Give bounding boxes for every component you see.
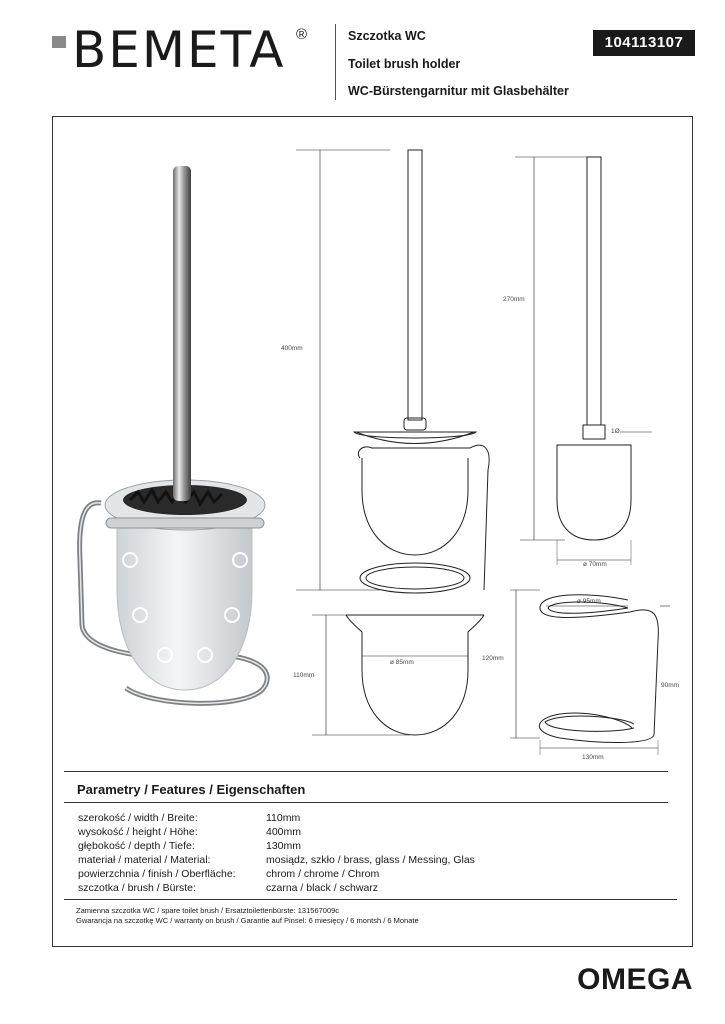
spec-label: szerokość / width / Breite:: [78, 812, 198, 824]
brand-logo: BEMETA: [72, 21, 286, 79]
dim-brush-head: ø 70mm: [583, 561, 607, 568]
glass-view: [312, 615, 484, 735]
front-view: [296, 150, 489, 593]
dim-total-height: 400mm: [281, 345, 303, 352]
spare-brush-note: Zamienna szczotka WC / spare toilet brush / Ersatztoilettenbürste: 131567009c: [76, 906, 340, 915]
dim-brush-length: 270mm: [503, 296, 525, 303]
notes-divider: [64, 899, 677, 900]
dim-glass-height: 110mm: [293, 672, 315, 679]
title-english: Toilet brush holder: [348, 57, 461, 71]
section-divider: [64, 802, 668, 803]
spec-value: 110mm: [266, 812, 301, 824]
spec-value: chrom / chrome / Chrom: [266, 868, 380, 880]
dim-ring-diameter: ø 95mm: [577, 598, 601, 605]
spec-value: mosiądz, szkło / brass, glass / Messing, Glas: [266, 854, 475, 866]
specs-title: Parametry / Features / Eigenschaften: [77, 782, 306, 797]
dim-holder-mid: 90mm: [661, 682, 680, 689]
dim-glass-diameter: ø 85mm: [390, 659, 414, 666]
spec-value: czarna / black / schwarz: [266, 882, 379, 894]
title-polish: Szczotka WC: [348, 29, 426, 43]
spec-value: 130mm: [266, 840, 302, 852]
dim-holder-height: 120mm: [482, 655, 504, 662]
side-view: [515, 157, 652, 565]
product-photo: [80, 166, 268, 703]
section-divider-top: [64, 771, 668, 772]
warranty-note: Gwarancja na szczotkę WC / warranty on brush / Garantie auf Pinsel: 6 miesięcy / 6 montsh / 6 Monate: [76, 916, 419, 925]
title-german: WC-Bürstengarnitur mit Glasbehälter: [348, 84, 569, 98]
spec-label: szczotka / brush / Bürste:: [78, 882, 196, 894]
dim-depth: 130mm: [582, 754, 604, 761]
series-name: OMEGA: [577, 963, 693, 996]
spec-label: materiał / material / Material:: [78, 854, 211, 866]
ring-marker: 1Ø: [611, 428, 620, 435]
spec-label: głębokość / depth / Tiefe:: [78, 840, 195, 852]
holder-view: [510, 590, 670, 755]
spec-value: 400mm: [266, 826, 302, 838]
product-code: 104113107: [593, 30, 695, 56]
spec-label: wysokość / height / Höhe:: [78, 826, 198, 838]
spec-label: powierzchnia / finish / Oberfläche:: [78, 868, 236, 880]
registered-mark: ®: [296, 26, 308, 43]
